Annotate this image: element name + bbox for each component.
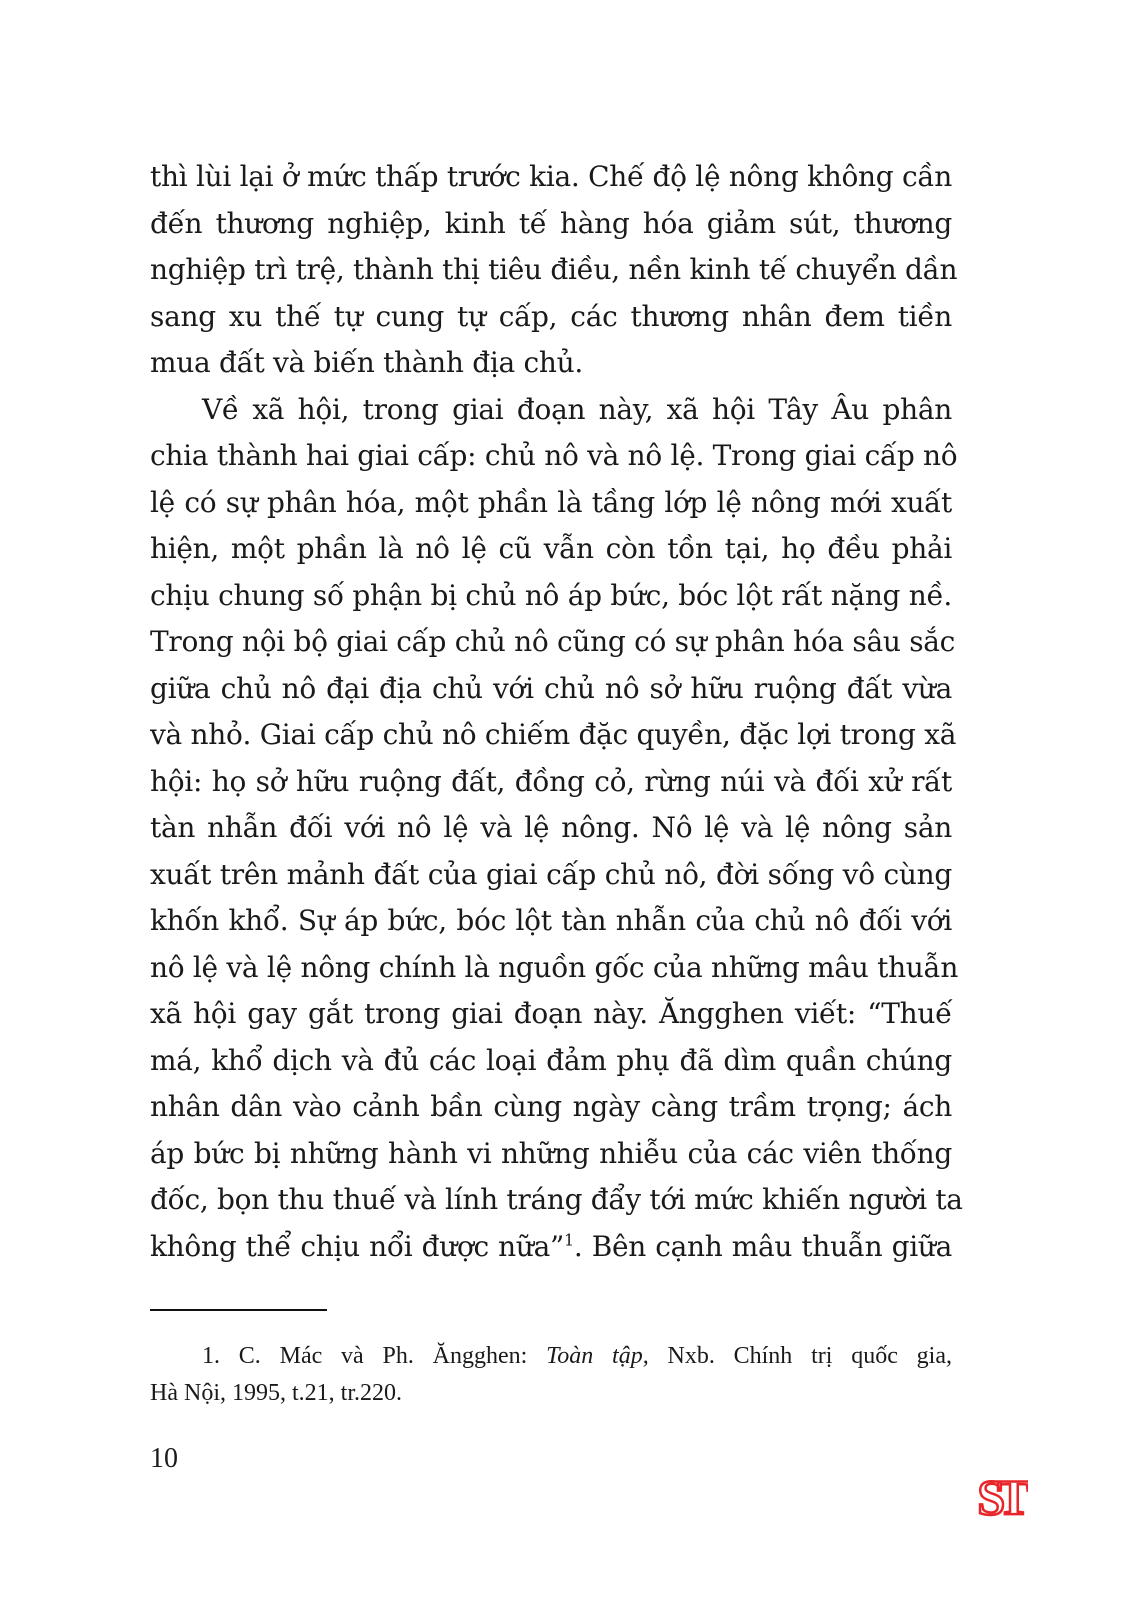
footnote-line-1 — [150, 1338, 952, 1375]
footnote-prefix: 1. C. Mác và Ph. Ăngghen: — [202, 1343, 547, 1369]
text-line: xuất trên mảnh đất của giai cấp chủ nô, đời sống vô cùng — [150, 857, 952, 891]
text-line: nghiệp trì trệ, thành thị tiêu điều, nền kinh tế chuyển dần — [150, 253, 958, 286]
footnote-suffix: Nxb. Chính trị quốc gia, — [648, 1343, 952, 1369]
footnote-line-2: Hà Nội, 1995, t.21, tr.220. — [150, 1380, 402, 1406]
text-line: nô lệ và lệ nông chính là nguồn gốc của những mâu thuẫn — [150, 950, 959, 984]
text-line: Trong nội bộ giai cấp chủ nô cũng có sự phân hóa sâu sắc — [150, 625, 956, 658]
text-line: xã hội gay gắt trong giai đoạn này. Ăngghen viết: “Thuế — [150, 997, 952, 1030]
footnote-reference[interactable]: 1 — [564, 1230, 574, 1250]
text-line: hiện, một phần là nô lệ cũ vẫn còn tồn tại, họ đều phải — [150, 532, 952, 565]
text-segment: . Bên cạnh mâu thuẫn giữa — [573, 1229, 953, 1263]
text-line: áp bức bị những hành vi những nhiễu của các viên thống — [150, 1136, 952, 1170]
text-line: tàn nhẫn đối với nô lệ và lệ nông. Nô lệ và lệ nông sản — [150, 811, 952, 844]
text-line: Về xã hội, trong giai đoạn này, xã hội Tây Âu phân — [202, 392, 952, 426]
body-text — [150, 154, 963, 1270]
text-line: lệ có sự phân hóa, một phần là tầng lớp lệ nông mới xuất — [150, 485, 952, 519]
text-line: giữa chủ nô đại địa chủ với chủ nô sở hữu ruộng đất vừa — [150, 671, 952, 705]
text-line: thì lùi lại ở mức thấp trước kia. Chế độ lệ nông không cần — [150, 160, 952, 193]
text-line: sang xu thế tự cung tự cấp, các thương nhân đem tiền — [150, 299, 952, 333]
text-line: mua đất và biến thành địa chủ. — [150, 346, 583, 379]
text-line: khốn khổ. Sự áp bức, bóc lột tàn nhẫn của chủ nô đối với — [150, 904, 952, 937]
text-line — [150, 1224, 952, 1271]
publisher-logo-icon — [972, 1462, 1028, 1526]
footnote — [150, 1338, 952, 1412]
text-line: chia thành hai giai cấp: chủ nô và nô lệ. Trong giai cấp nô — [150, 439, 958, 472]
text-line: chịu chung số phận bị chủ nô áp bức, bóc lột rất nặng nề. — [150, 578, 953, 612]
footnote-book-title: Toàn tập, — [546, 1343, 649, 1369]
text-line: và nhỏ. Giai cấp chủ nô chiếm đặc quyền, đặc lợi trong xã — [150, 718, 957, 751]
text-line: hội: họ sở hữu ruộng đất, đồng cỏ, rừng núi và đối xử rất — [150, 764, 952, 798]
footnote-divider — [150, 1309, 327, 1311]
text-line: má, khổ dịch và đủ các loại đảm phụ đã dìm quần chúng — [150, 1043, 952, 1077]
text-segment: không thể chịu nổi được nữa” — [150, 1229, 565, 1263]
text-line: đến thương nghiệp, kinh tế hàng hóa giảm sút, thương — [150, 206, 952, 240]
text-line: đốc, bọn thu thuế và lính tráng đẩy tới mức khiến người ta — [150, 1183, 963, 1216]
page-number: 10 — [150, 1443, 178, 1474]
text-line: nhân dân vào cảnh bần cùng ngày càng trầm trọng; ách — [150, 1090, 952, 1123]
svg-text:ST: ST — [977, 1469, 1023, 1525]
